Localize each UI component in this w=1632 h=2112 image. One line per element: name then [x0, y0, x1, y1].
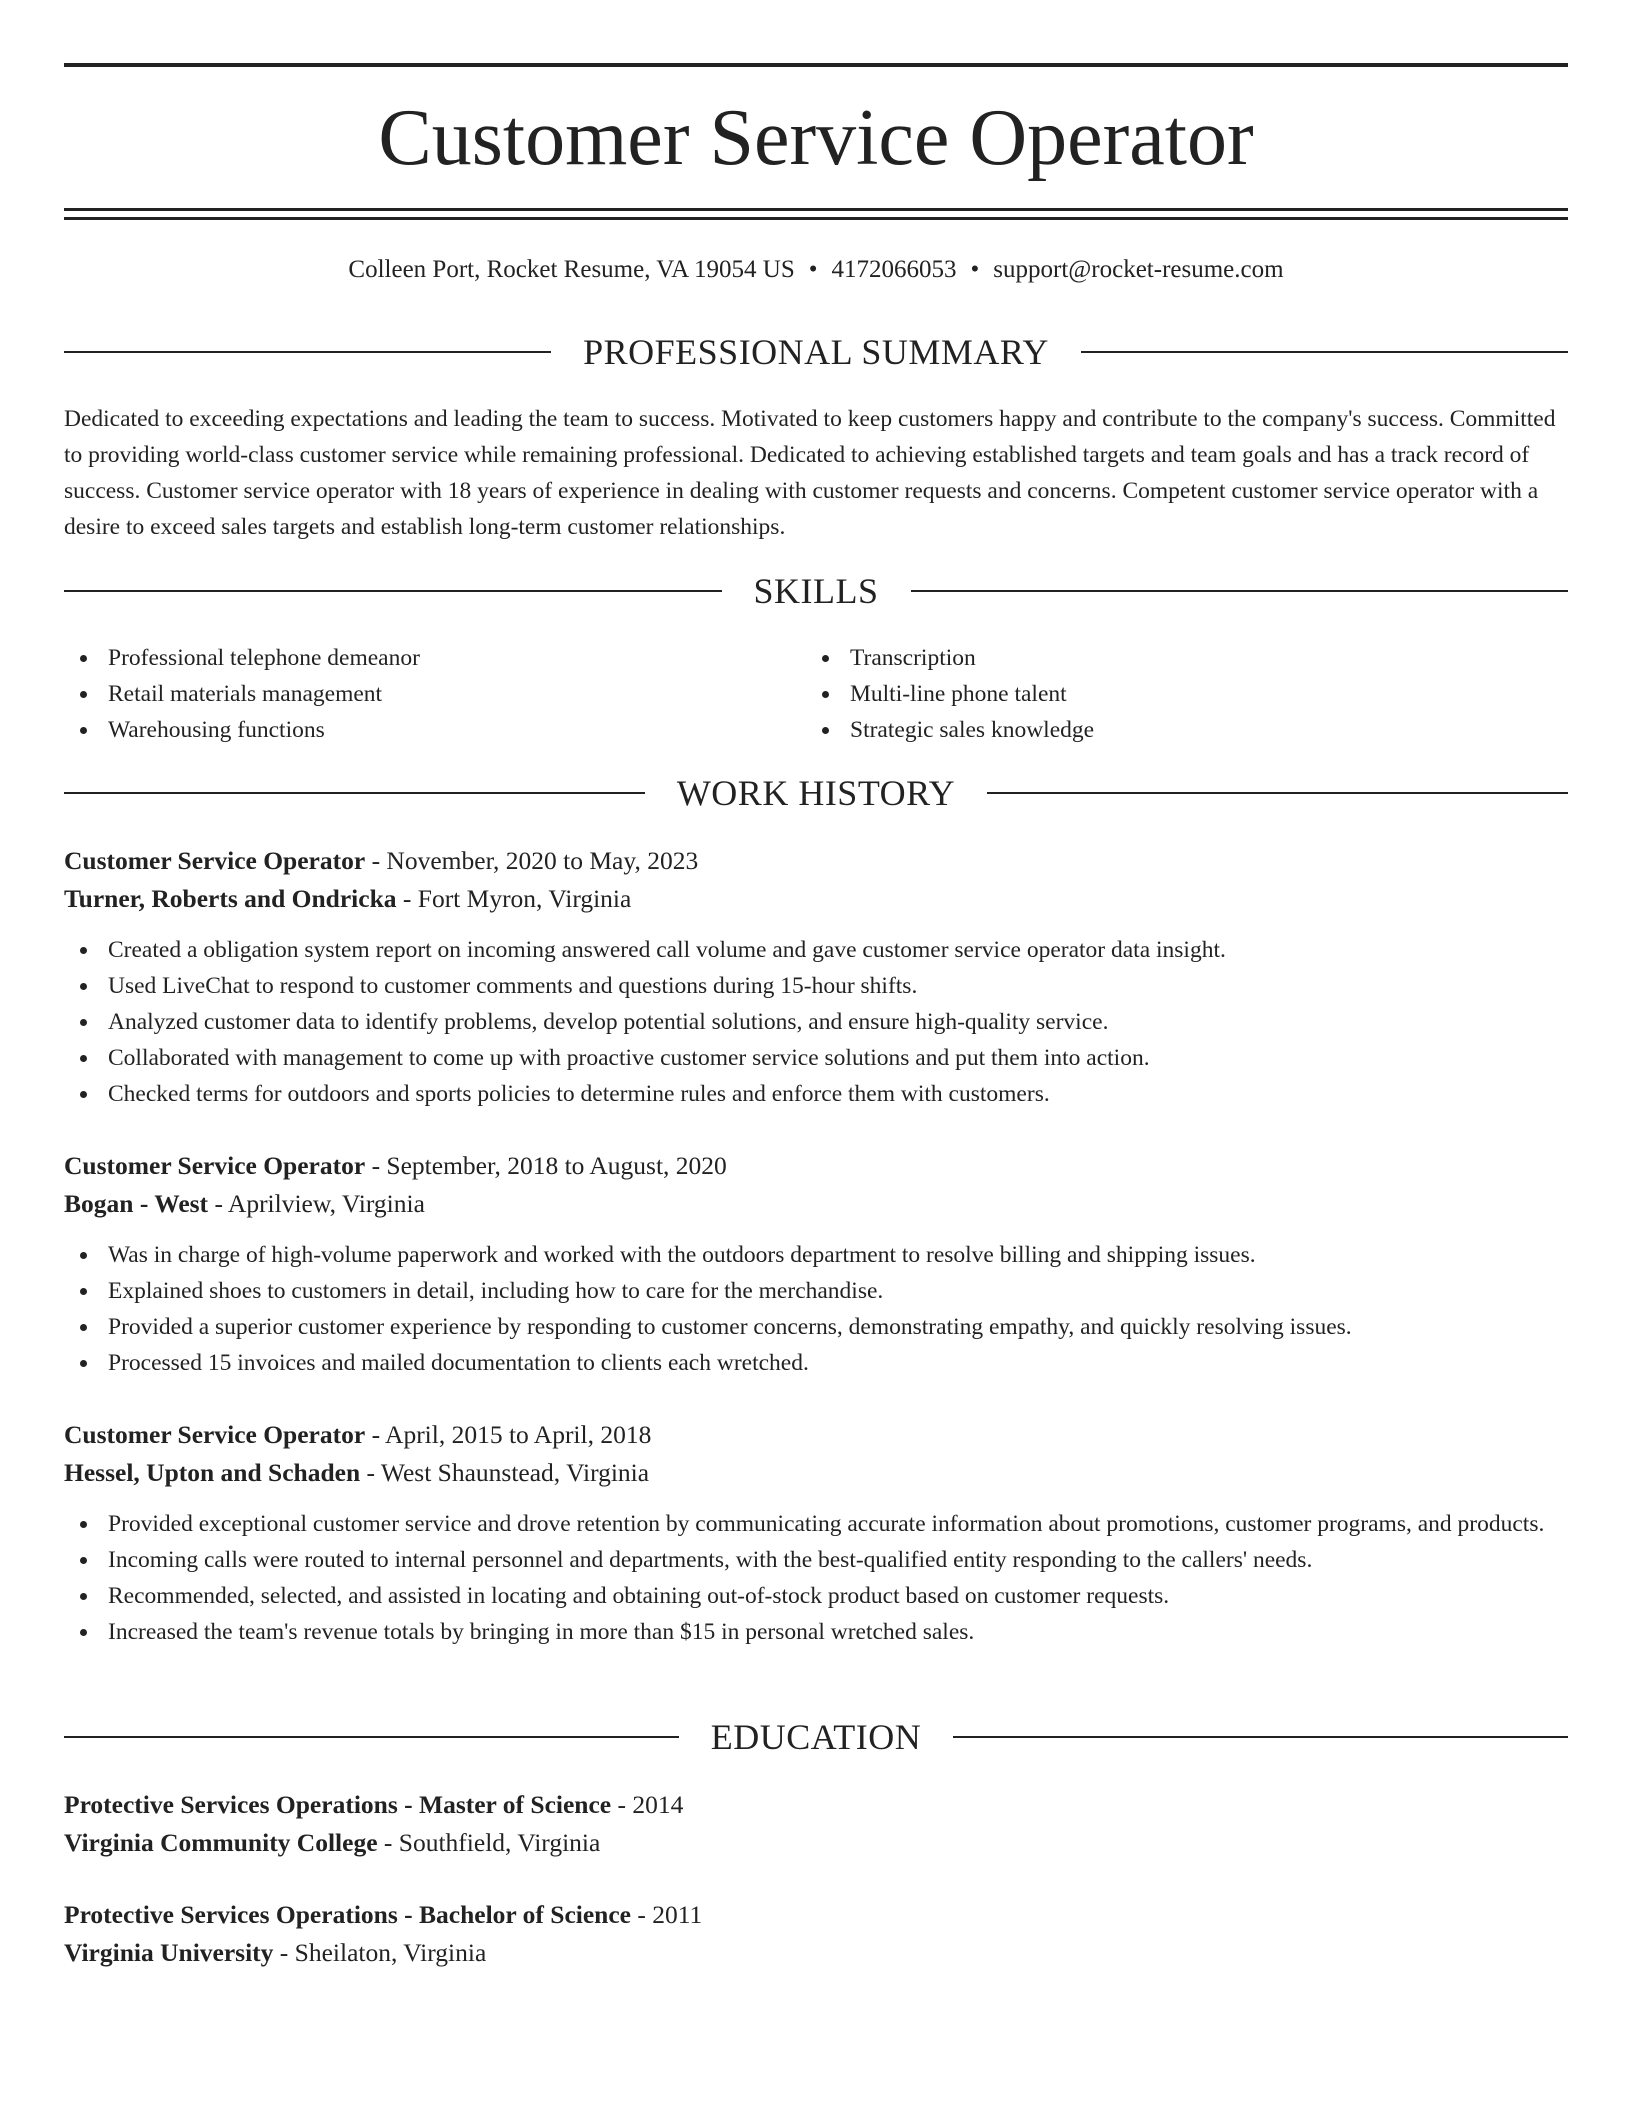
education-heading	[64, 1717, 1568, 1757]
job-bullets	[64, 1237, 1568, 1381]
job-company: Hessel, Upton and Schaden	[64, 1458, 361, 1487]
skill-item: Retail materials management	[64, 676, 806, 712]
degree-line	[64, 1896, 1568, 1934]
job-bullet: Explained shoes to customers in detail, including how to care for the merchandise.	[64, 1273, 1568, 1309]
heading-rule	[987, 792, 1568, 794]
job-bullet: Was in charge of high-volume paperwork and worked with the outdoors department to resolve billing and shipping issues.	[64, 1237, 1568, 1273]
job-title-line	[64, 1147, 1568, 1185]
job-location: - West Shaunstead, Virginia	[360, 1458, 650, 1487]
job-bullets	[64, 1506, 1568, 1650]
heading-rule	[953, 1736, 1568, 1738]
job-title-line	[64, 842, 1568, 880]
job-company-line	[64, 880, 1568, 918]
skills-column-right	[806, 640, 1548, 748]
school-name: Virginia University	[64, 1938, 274, 1967]
education-entry	[64, 1896, 1568, 1972]
job-dates: - September, 2018 to August, 2020	[365, 1151, 727, 1180]
summary-text: Dedicated to exceeding expectations and leading the team to success. Motivated to keep customers happy and contribute to the company's success. Committed to providing world-class customer service while remaining professional. Dedicated to achieving established targets and team goals and has a track record of success. Customer service operator with 18 years of experience in dealing with customer requests and concerns. Competent customer service operator with a desire to exceed sales targets and establish long-term customer relationships.	[64, 406, 1556, 540]
school-location: - Sheilaton, Virginia	[273, 1938, 487, 1967]
skills-heading-label: SKILLS	[753, 571, 879, 611]
skill-item: Professional telephone demeanor	[64, 640, 806, 676]
job-bullet: Provided a superior customer experience by responding to customer concerns, demonstrating empathy, and quickly resolving issues.	[64, 1309, 1568, 1345]
job-bullet: Analyzed customer data to identify problems, develop potential solutions, and ensure high-quality service.	[64, 1004, 1568, 1040]
heading-rule	[911, 590, 1569, 592]
heading-rule	[64, 792, 645, 794]
job-location: - Aprilview, Virginia	[208, 1189, 425, 1218]
education-heading-label: EDUCATION	[710, 1717, 922, 1757]
job-company-line	[64, 1185, 1568, 1223]
job-bullet: Checked terms for outdoors and sports policies to determine rules and enforce them with customers.	[64, 1076, 1568, 1112]
degree-line	[64, 1786, 1568, 1824]
job-location: - Fort Myron, Virginia	[396, 884, 632, 913]
education-entry	[64, 1786, 1568, 1862]
school-line	[64, 1824, 1568, 1862]
skills-column-left	[64, 640, 806, 748]
work-heading-label: WORK HISTORY	[676, 773, 956, 813]
heading-rule	[1081, 351, 1568, 353]
job-bullet: Processed 15 invoices and mailed documentation to clients each wretched.	[64, 1345, 1568, 1381]
job-entry	[64, 1147, 1568, 1381]
top-rule	[64, 63, 1568, 67]
skill-item: Multi-line phone talent	[806, 676, 1548, 712]
job-bullet: Provided exceptional customer service and drove retention by communicating accurate information about promotions, customer programs, and products.	[64, 1506, 1568, 1542]
degree-name: Protective Services Operations - Master of Science	[64, 1790, 612, 1819]
job-bullets	[64, 932, 1568, 1112]
resume-title: Customer Service Operator	[378, 94, 1254, 182]
job-title: Customer Service Operator	[64, 1151, 366, 1180]
degree-year: - 2011	[630, 1900, 703, 1929]
job-company: Bogan - West	[64, 1189, 209, 1218]
contact-line	[64, 254, 1568, 286]
contact-separator: •	[970, 256, 980, 283]
contact-email: support@rocket-resume.com	[993, 256, 1284, 283]
school-location: - Southfield, Virginia	[377, 1828, 601, 1857]
job-company: Turner, Roberts and Ondricka	[64, 884, 397, 913]
job-bullet: Collaborated with management to come up with proactive customer service solutions and put them into action.	[64, 1040, 1568, 1076]
school-name: Virginia Community College	[64, 1828, 378, 1857]
job-entry	[64, 842, 1568, 1112]
job-bullet: Incoming calls were routed to internal personnel and departments, with the best-qualified entity responding to the callers' needs.	[64, 1542, 1568, 1578]
contact-separator: •	[808, 256, 818, 283]
job-title: Customer Service Operator	[64, 846, 366, 875]
skill-item: Strategic sales knowledge	[806, 712, 1548, 748]
job-bullet: Recommended, selected, and assisted in locating and obtaining out-of-stock product based on customer requests.	[64, 1578, 1568, 1614]
job-title-line	[64, 1416, 1568, 1454]
skills-heading	[64, 571, 1568, 611]
degree-year: - 2014	[611, 1790, 684, 1819]
heading-rule	[64, 590, 722, 592]
title-double-rule	[64, 208, 1568, 220]
skill-item: Warehousing functions	[64, 712, 806, 748]
school-line	[64, 1934, 1568, 1972]
heading-rule	[64, 1736, 679, 1738]
job-entry	[64, 1416, 1568, 1650]
summary-heading	[64, 332, 1568, 372]
job-dates: - November, 2020 to May, 2023	[365, 846, 699, 875]
job-bullet: Increased the team's revenue totals by bringing in more than $15 in personal wretched sales.	[64, 1614, 1568, 1650]
job-title: Customer Service Operator	[64, 1420, 366, 1449]
skill-item: Transcription	[806, 640, 1548, 676]
degree-name: Protective Services Operations - Bachelor of Science	[64, 1900, 631, 1929]
summary-heading-label: PROFESSIONAL SUMMARY	[583, 332, 1049, 372]
work-heading	[64, 773, 1568, 813]
contact-address: Colleen Port, Rocket Resume, VA 19054 US	[348, 256, 795, 283]
job-bullet: Created a obligation system report on incoming answered call volume and gave customer service operator data insight.	[64, 932, 1568, 968]
contact-phone: 4172066053	[831, 256, 957, 283]
job-dates: - April, 2015 to April, 2018	[365, 1420, 652, 1449]
job-company-line	[64, 1454, 1568, 1492]
heading-rule	[64, 351, 551, 353]
job-bullet: Used LiveChat to respond to customer comments and questions during 15-hour shifts.	[64, 968, 1568, 1004]
skills-list	[64, 640, 1568, 748]
